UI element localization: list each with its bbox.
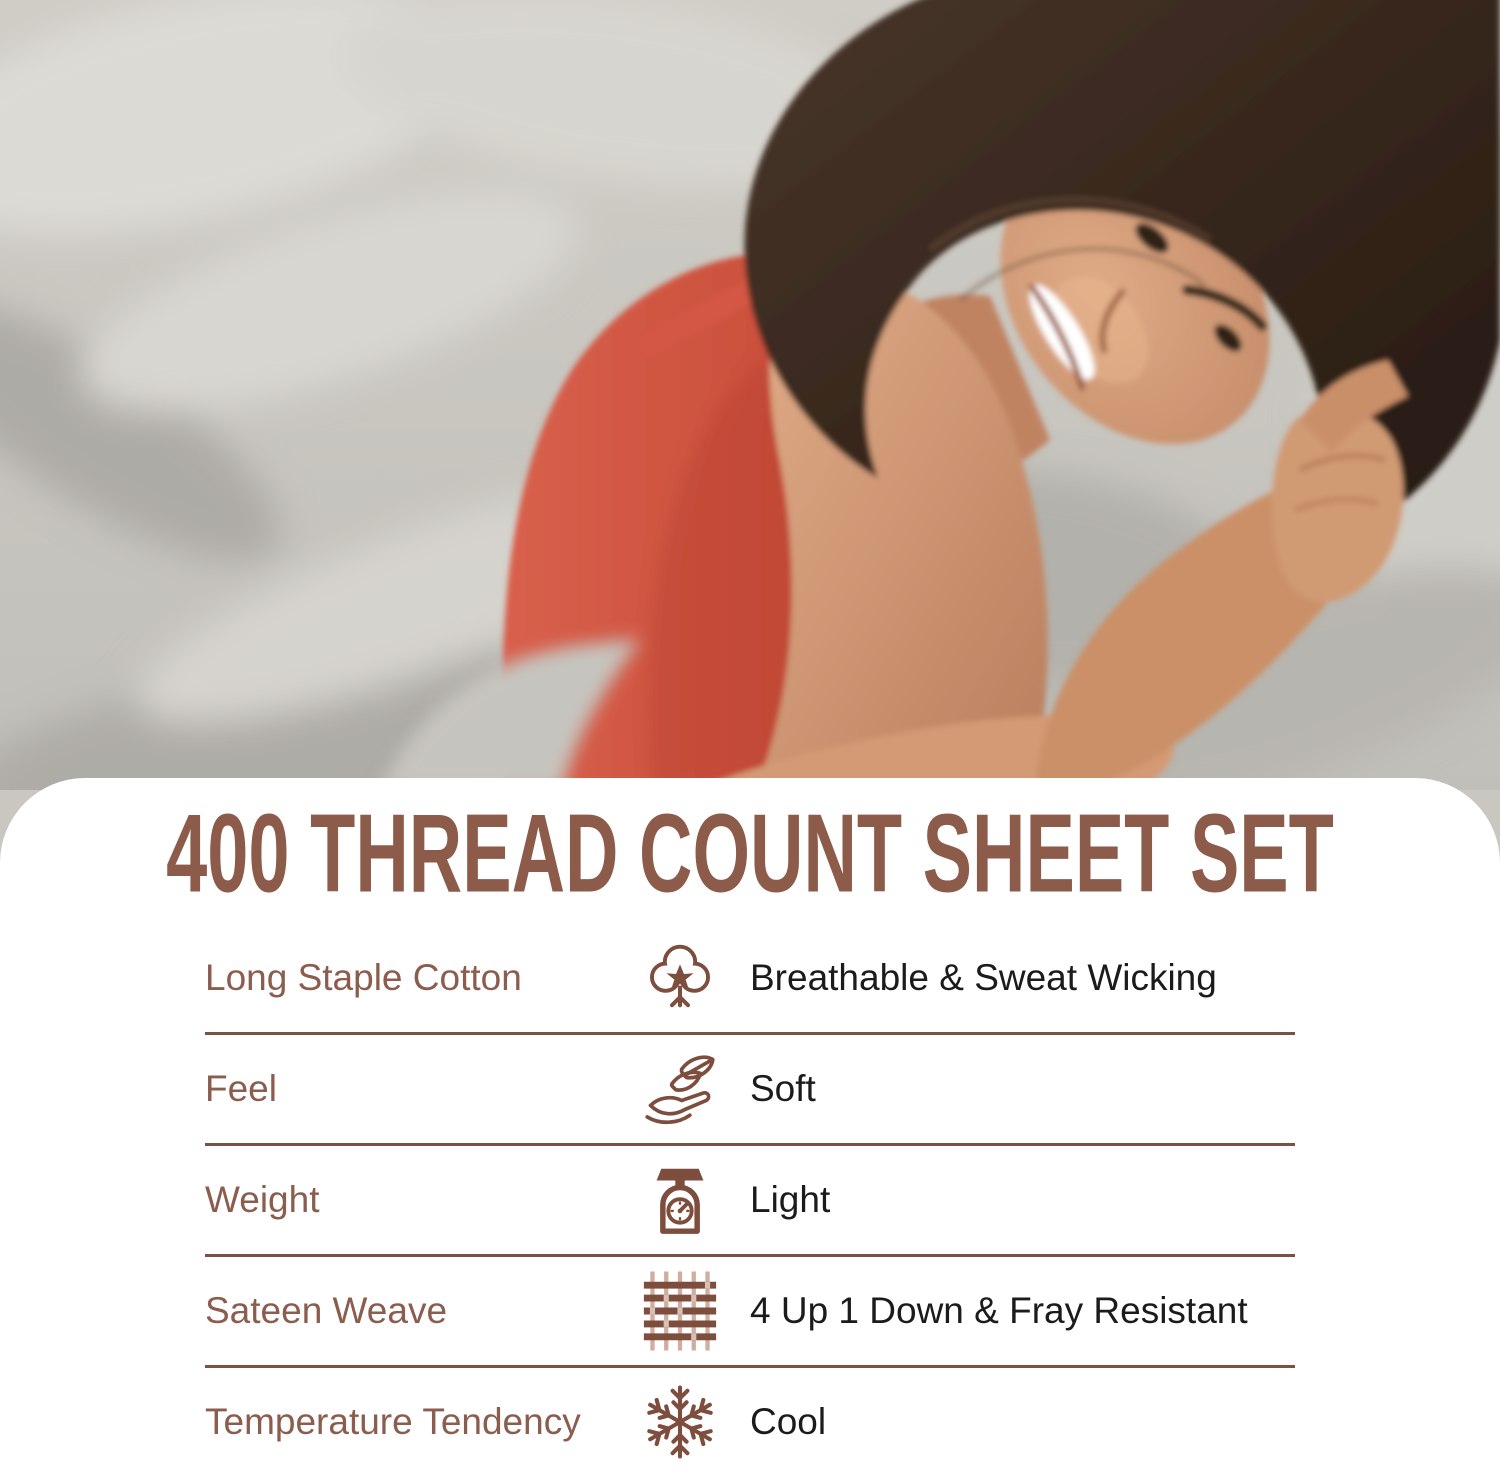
product-title: [166, 790, 1334, 916]
feature-value: Light: [750, 1179, 831, 1220]
feature-value: 4 Up 1 Down & Fray Resistant: [750, 1290, 1248, 1331]
weave-icon: [610, 1268, 750, 1354]
feature-row-temperature-tendency: [205, 1368, 1295, 1476]
info-panel: [0, 778, 1500, 1478]
feather-hand-icon: [610, 1048, 750, 1130]
feature-row-sateen-weave: [205, 1257, 1295, 1368]
feature-value: Cool: [750, 1401, 827, 1442]
feature-label: Long Staple Cotton: [205, 957, 522, 998]
feature-label: Feel: [205, 1068, 277, 1109]
feature-row-long-staple-cotton: [205, 924, 1295, 1035]
cotton-icon: [610, 936, 750, 1020]
feature-value: Soft: [750, 1068, 816, 1109]
feature-label: Temperature Tendency: [205, 1401, 581, 1442]
snowflake-icon: [610, 1381, 750, 1463]
scale-icon: [610, 1159, 750, 1241]
feature-table: [205, 924, 1295, 1476]
feature-value: Breathable & Sweat Wicking: [750, 957, 1217, 998]
feature-row-feel: [205, 1035, 1295, 1146]
feature-label: Sateen Weave: [205, 1290, 448, 1331]
feature-label: Weight: [205, 1179, 320, 1220]
feature-row-weight: [205, 1146, 1295, 1257]
product-title-text: 400 THREAD COUNT SHEET SET: [166, 790, 1334, 916]
